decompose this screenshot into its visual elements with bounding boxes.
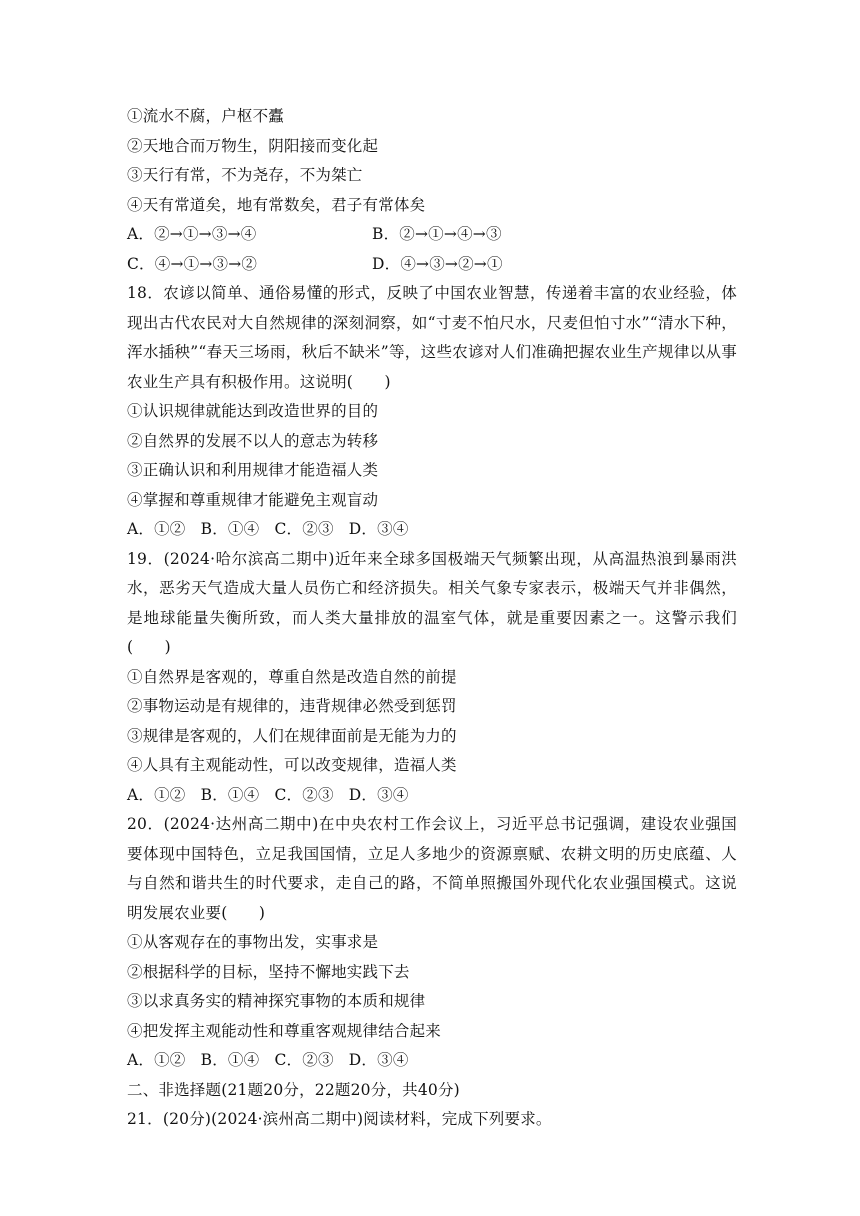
options-row bbox=[127, 515, 737, 545]
option-d: D．④→③→②→① bbox=[372, 254, 503, 273]
option-a: A．①② bbox=[127, 785, 186, 804]
option-c: C．②③ bbox=[274, 785, 334, 804]
options-row bbox=[127, 781, 737, 811]
option-b: B．①④ bbox=[200, 520, 260, 538]
option-b: B．①④ bbox=[200, 785, 260, 804]
option-c: C．②③ bbox=[274, 1051, 334, 1069]
option-a: A．②→①→③→④ bbox=[127, 225, 257, 243]
question-20 bbox=[127, 810, 737, 1076]
page-content bbox=[127, 102, 737, 1135]
statement-2: ②天地合而万物生，阴阳接而变化起 bbox=[127, 136, 379, 155]
statement-2: ②事物运动是有规律的，违背规律必然受到惩罚 bbox=[127, 697, 457, 715]
option-d: D．③④ bbox=[348, 1051, 409, 1069]
option-a: A．①② bbox=[127, 520, 186, 538]
statement-4: ④掌握和尊重规律才能避免主观盲动 bbox=[127, 490, 379, 509]
statement-2: ②自然界的发展不以人的意志为转移 bbox=[127, 431, 379, 450]
statement-3: ③规律是客观的，人们在规律面前是无能为力的 bbox=[127, 726, 457, 745]
question-18 bbox=[127, 279, 737, 545]
options-row-1 bbox=[127, 220, 737, 250]
statement-3: ③天行有常，不为尧存，不为桀亡 bbox=[127, 166, 363, 184]
question-stem: 19．(2024·哈尔滨高二期中)近年来全球多国极端天气频繁出现，从高温热浪到暴雨洪水，恶劣天气造成大量人员伤亡和经济损失。相关气象专家表示，极端天气并非偶然，是地球能量失衡所致，而人类大量排放的温室气体，就是重要因素之一。这警示我们( ) bbox=[127, 549, 737, 656]
option-a: A．①② bbox=[127, 1051, 186, 1069]
question-stem: 20．(2024·达州高二期中)在中央农村工作会议上，习近平总书记强调，建设农业强国要体现中国特色，立足我国国情，立足人多地少的资源禀赋、农耕文明的历史底蕴、人与自然和谐共生的时代要求，走自己的路，不简单照搬国外现代化农业强国模式。这说明发展农业要( ) bbox=[127, 815, 737, 922]
question-stem: 18．农谚以简单、通俗易懂的形式，反映了中国农业智慧，传递着丰富的农业经验，体现出古代农民对大自然规律的深刻洞察，如“寸麦不怕尺水，尺麦但怕寸水”“清水下种，浑水插秧”“春天三场雨，秋后不缺米”等，这些农谚对人们准确把握农业生产规律以从事农业生产具有积极作用。这说明( ) bbox=[127, 284, 737, 391]
statement-2: ②根据科学的目标，坚持不懈地实践下去 bbox=[127, 962, 410, 981]
options-row-2 bbox=[127, 250, 737, 280]
question-21-stem: 21．(20分)(2024·滨州高二期中)阅读材料，完成下列要求。 bbox=[127, 1110, 552, 1128]
statement-3: ③正确认识和利用规律才能造福人类 bbox=[127, 461, 379, 479]
option-d: D．③④ bbox=[348, 785, 409, 804]
statement-4: ④把发挥主观能动性和尊重客观规律结合起来 bbox=[127, 1021, 442, 1040]
options-row bbox=[127, 1046, 737, 1076]
section-heading: 二、非选择题(21题20分，22题20分，共40分) bbox=[127, 1080, 460, 1099]
statement-1: ①从客观存在的事物出发，实事求是 bbox=[127, 933, 379, 951]
question-17 bbox=[127, 102, 737, 279]
statement-3: ③以求真务实的精神探究事物的本质和规律 bbox=[127, 992, 426, 1010]
option-b: B．①④ bbox=[200, 1051, 260, 1069]
statement-4: ④天有常道矣，地有常数矣，君子有常体矣 bbox=[127, 195, 426, 214]
option-b: B．②→①→④→③ bbox=[372, 225, 502, 243]
question-19 bbox=[127, 545, 737, 811]
statement-1: ①自然界是客观的，尊重自然是改造自然的前提 bbox=[127, 667, 457, 686]
statement-1: ①认识规律就能达到改造世界的目的 bbox=[127, 402, 379, 420]
option-d: D．③④ bbox=[348, 520, 409, 538]
statement-1: ①流水不腐，户枢不蠹 bbox=[127, 107, 285, 125]
option-c: C．②③ bbox=[274, 520, 334, 538]
option-c: C．④→①→③→② bbox=[127, 254, 258, 273]
statement-4: ④人具有主观能动性，可以改变规律，造福人类 bbox=[127, 756, 457, 774]
